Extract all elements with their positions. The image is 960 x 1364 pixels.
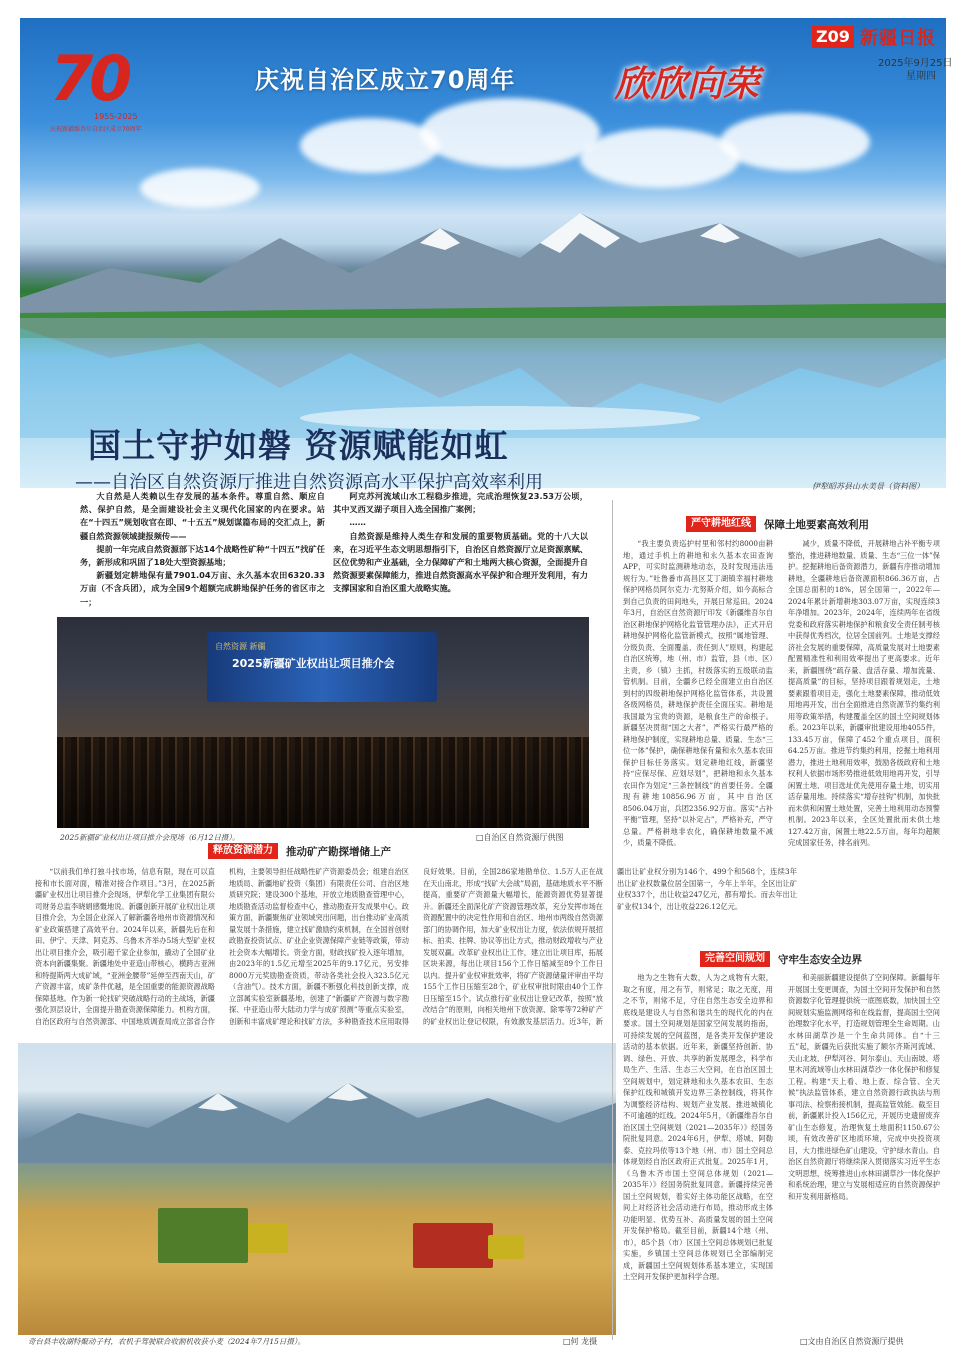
lead-column-1 [80, 490, 325, 607]
section-header-farmland [686, 516, 869, 532]
page-headline: 国土守护如磐 资源赋能如虹 [88, 426, 509, 465]
body-paragraph: 减少，质量不降低，开展耕地占补平衡专项整治，推进耕地数量、质量、生态“三位一体”保护。挖掘耕地后备资源潜力，新疆有序推动增加耕地，全疆耕地后备资源面积866.36万亩，占全国总面积的18%，居全国第一，2022年—2024年累计新增耕地303.07万亩，实现连续3年净增加。2023年，2024年，连续两年在省级党委和政府落实耕地保护和粮食安全责任制考核中获得优秀档次，位居全国前列。土地是支撑经济社会发展的重要保障，高质量发展对土地要素配置精准性和利用效率提出了更高要求。近年来，新疆围绕“疏存量、盘活存量、增加流量、提高质量”的目标，坚持项目跟着规划走，土地要素跟着项目走，强化土地要素保障，推动低效用地再开发，出台全面推进自然资源节约集约利用等政策举措，构建覆盖全区的国土空间规划体系。2023年以来，新疆审批建设用地4055件，133.45万亩，保障了452个重点项目，面积64.25万亩。推进节约集约利用，挖掘土地利用潜力，推进土地利用效率，鼓励各级政府和土地权利人依据市场形势推进低效用地再开发，引导闲置土地、项目选址优先使用存量土地，切实用活存量用地。持续落实“增存挂钩”机制，加快批而未供和闲置土地处置，完善土地利用动态预警机制。2023年以来，全区处置批而未供土地127.42万亩，闲置土地22.5万亩，每年均超额完成国家任务，排名前列。 [788, 539, 940, 847]
hero-banner-photo [20, 18, 946, 493]
combine-harvester [158, 1208, 248, 1263]
harvest-photo [18, 1043, 616, 1335]
lead-paragraph: …… [349, 517, 366, 528]
harvest-photo-caption: 奇台县丰收湖特聚动子村，农机手驾驶联合收割机收获小麦（2024年7月15日摄）。 [28, 1337, 306, 1346]
emblem-number: 70 [50, 42, 129, 115]
section-title: 推动矿产勘探增储上产 [286, 845, 391, 858]
page-number-badge: Z09 [812, 26, 854, 48]
conference-photo-credit: □自治区自然资源厅供图 [476, 833, 564, 842]
lead-paragraph: 阿克苏河流域山水工程稳步推进，完成治理恢复23.53万公顷，其中叉西叉湖子项目入选全国推广案例； [333, 491, 588, 515]
body-paragraph: “以前我们单打独斗找市场，信息有限，现在可以直接和市长面对面，精准对接合作项目。”3月，在2025新疆矿业权出让项目推介会现场，伊犁化学工业集团有限公司财务总监李晓娟感慨地说。新疆创新开展矿业权出让项目推介会，为全国企业深入了解新疆各地州市资源情况和矿业政策搭建了高效平台。2024年以来，新疆先后在和田、伊宁、天津、阿克苏、乌鲁木齐举办5场大型矿业权出让项目推介会，吸引超千家企业参加，撬动了全国矿业资本向新疆集聚。新疆地处中亚造山带核心，横跨古亚洲和特提斯两大成矿域，“亚洲金腰带”延伸至西南天山，矿产资源丰富，成矿条件优越，是全国重要的能源资源战略保障基地。作为新一轮找矿突破战略行动的主战场，新疆强化顶层设计，全面提升勘查资源保障能力。机构方面，自治区政府与自然资源部、中国地质调查局成立部省合作机构，主要领导担任战略性矿产资源委员会；组建自治区地质局、新疆地矿投资（集团）有限责任公司、自治区地质研究院；建设300个基地，开放立地质勘查管理中心，地质勘查活动监督检查中心，推动勘查开发成果中心。政策方面，新疆聚焦矿业领域突出问题，出台推动矿业高质量发展十条措施，建立找矿激励约束机制，在全国首创财政勘查投资试点、矿业企业资源保障产业链等政策，带动社会资本大幅增长。资金方面，财政找矿投入逐年增加，由2023年的1.5亿元增至2025年的9.17亿元，另安排8000万元奖励勘查资质，带动各类社会投入323.5亿元（含油气）。技术方面，新疆不断强化科技创新支撑，成立部属实验室新疆基地，创建了“新疆矿产资源与数字勘探、中亚造山带大陆动力学与成矿预测”等重点实验室，创新和丰富成矿理论和找矿方法，多种勘查技术应用取得良好效果。目前，全国286家地勘单位、1.5万人正在战在天山南北，形成“找矿大会战”局面，基础地质水平不断提高，重要矿产资源量大幅增长，能源资源优势显著提升。新疆还全面深化矿产资源管理改革，充分发挥市场在资源配置中的决定性作用和自治区、地州市两级自然资源部门的协调作用，加大矿业权出让力度，依法依规开展招标、拍卖、挂牌、协议等出让方式，推动财政增收与产业发展双赢。改革矿业权出让工作，建立出让项目库，拓展区块来源，每出让项目156个工作日缩减至89个工作日以内。提升矿业权审批效率，将矿产资源储量评审由平均155个工作日压缩至28个，矿业权审批时限由40个工作日压缩至15个。试点推行矿业权出让登记改革，按照“放改结合”的原则，向相关地州下放资源、除零等72种矿产的矿业权出让登记权限，有效激发基层活力。近3年，新疆出让矿业权分别为146个、499个和568个，连续3年出让矿业权数量位居全国第一，今年上半年，全区出让矿业权337个，出让收益247亿元，都有增长。而去年出让矿业权134个，出让收益226.12亿元。 [35, 867, 797, 1026]
body-paragraph: 地为之生物有大数，人为之成物有大限，取之有度，用之有节，则常足；取之无度，用之不节，则常不足，守住自然生态安全边界和底线是建设人与自然和谐共生的现代化的内在要求。国土空间规划是国家空间发展的指南，可持续发展的空间蓝图，是各类开发保护建设活动的基本依据。近年来，新疆坚持创新、协调、绿色、开放、共享的新发展理念，科学布局生产、生活、生态三大空间，在自治区国土空间规划中，划定耕地和永久基本农田、生态保护红线和城镇开发边界三条控制线，将其作为调整经济结构、规划产业发展、推进城镇化不可逾越的红线。2024年5月，《新疆维吾尔自治区国土空间规划（2021—2035年）》经国务院批复同意。2024年6月，伊犁、塔城、阿勒泰、克拉玛依等13个地（州、市）国土空间总体规划经自治区政府正式批复。2025年1月，《乌鲁木齐市国土空间总体规划（2021—2035年）》经国务院批复同意。新疆持续完善国土空间规划，着实好主体功能区战略，在空间上对经济社会活动进行布局，推动形成主体功能明显、优势互补、高质量发展的国土空间开发保护格局。截至目前，新疆14个地（州、市），85个县（市）区国土空间总体规划已批复实施，乡镇国土空间总体规划已全部编制完成，新疆国土空间规划体系基本建立，实现国土空间开发保护更加科学合理。 [623, 973, 773, 1281]
anniversary-emblem [50, 42, 160, 148]
mountain-range [20, 198, 946, 338]
harvester-header [248, 1223, 288, 1253]
harvest-mountains [18, 1073, 616, 1163]
stage-logo-text: 自然资源 新疆 [215, 642, 266, 651]
newspaper-name: 新疆日报 [860, 28, 936, 49]
section3-body-col2 [788, 972, 940, 1332]
column-divider [612, 500, 613, 1340]
section3-body-col1 [623, 972, 773, 1332]
article-credit: □文由自治区自然资源厅提供 [800, 1337, 904, 1346]
issue-date: 2025年9月25日 [878, 58, 953, 69]
banner-slogan: 欣欣向荣 [615, 63, 760, 105]
section-title: 守牢生态安全边界 [778, 953, 862, 966]
section2-body-col1 [623, 538, 773, 928]
lead-paragraph: 提前一年完成自然资源部下达14个战略性矿种“十四五”找矿任务，新形成和巩固了18处大型资源基地； [80, 543, 325, 568]
lead-column-2 [333, 490, 588, 602]
banner-title: 庆祝自治区成立70周年 [255, 66, 516, 94]
lead-paragraph: 自然资源是维持人类生存和发展的重要物质基础。党的十八大以来，在习近平生态文明思想指引下，自治区自然资源厅立足资源禀赋、区位优势和产业基础，全力保障矿产和土地两大核心资源，全面提升自然资源要素保障能力，推进自然资源高水平保护和合理开发利用，有力支撑国家和自治区重大战略实施。 [333, 530, 588, 594]
stage-title-text: 2025新疆矿业权出让项目推介会 [232, 657, 395, 670]
lead-paragraph: 新疆划定耕地保有量7901.04万亩、永久基本农田6320.33万亩（不含兵团），成为全国9个超额完成耕地保护任务的省区市之一； [80, 570, 325, 607]
harvester-header [488, 1235, 524, 1259]
section-header-resources [208, 843, 391, 859]
emblem-caption: 庆祝新疆维吾尔自治区成立70周年 [50, 126, 142, 133]
conference-photo [57, 617, 589, 828]
section-tag: 完善空间规划 [700, 951, 770, 967]
hero-photo-caption: 伊犁昭苏县山水美景（资料图） [812, 482, 924, 491]
section-tag: 严守耕地红线 [686, 516, 756, 532]
conference-photo-caption: 2025新疆矿业权出让项目推介会现场（6月12日摄）。 [60, 833, 240, 842]
section-title: 保障土地要素高效利用 [764, 518, 869, 531]
harvest-photo-credit: □何 龙摄 [563, 1337, 598, 1346]
issue-weekday: 星期四 [906, 71, 936, 82]
page-subheadline: ——自治区自然资源厅推进自然资源高水平保护高效率利用 [75, 472, 543, 493]
body-paragraph: “我主要负责巡护村里和邻村约8000亩耕地，通过手机上的耕地和永久基本农田查询APP，可实时监测耕地动态，及时发现违法违规行为。”吐鲁番市高昌区艾丁湖镇幸福村耕地保护网格员阿尔克力·尤努斯介绍，如今高标合到自己负责的田间地头，开展日常巡田。2024年3月，自治区自然资源厅印发《新疆维吾尔自治区耕地保护网格化监管管理办法》，正式开启耕地保护网格化监管新模式，按照“属地管理、分级负责、全面覆盖、责任到人”原则，构建起自治区统筹，地（州、市）监管，县（市、区）主责，乡（镇）主抓，村级落实的五级联动监管机制。目前，全疆乡已经全面建立由自治区到村的四级耕地保护网格化监管体系，共设置各级网格员，耕地保护责任全面压实。耕地是我国最为宝贵的资源，是粮食生产的命根子。新疆坚决贯彻“国之大者”，严格实行最严格的耕地保护制度，实现耕地总量、质量、生态“三位一体”保护，确保耕地保有量和永久基本农田保护目标任务落实。划定耕地红线，新疆坚持“应保尽保、应划尽划”，把耕地和永久基本农田作为划定“三条控制线”的首要任务。全疆现有耕地10856.96万亩，其中自治区8506.04万亩，兵团2356.92万亩。落实“占补平衡”管理，坚持“以补定占”，严格补充，严守总量。严格耕地非农化，确保耕地数量不减少，质量不降低。 [623, 539, 773, 847]
body-paragraph: 和美丽新疆建设提供了空间保障。新疆每年开展国土变更调查，为国土空间开发保护和自然资源数字化管理提供统一底图底数，加快国土空间规划实施监测网络和在线监督，提高国土空间治理数字化水平，打造规划管理全生命周期。山水林田湖草沙是一个生命共同体。自“十三五”起，新疆先后获批实施了额尔齐斯河流域、天山北坡、伊犁河谷、阿尔泰山、天山南坡、塔里木河流域等山水林田湖草沙一体化保护和修复工程。构建“天上看、地上查、综合管、全天候”执法监管体系，建立自然资源行政执法与刑事司法、检察衔接机制，提高监管效能。截至目前，新疆累计投入156亿元，开展历史遗留废弃矿山生态修复，治理恢复土地面积1150.67公顷，有效改善矿区地质环境，完成中央投资项目，大力推进绿色矿山建设，守护绿水青山。自治区自然资源厅将继续深入贯彻落实习近平生态文明思想，统筹推进山水林田湖草沙一体化保护和系统治理，建立与发展相适应的自然资源保护和开发利用新格局。 [788, 973, 940, 1201]
section-tag: 释放资源潜力 [208, 843, 278, 859]
section-header-spatial [700, 951, 862, 967]
conference-audience [57, 737, 589, 828]
combine-harvester [413, 1223, 493, 1268]
section2-body-col2 [788, 538, 940, 928]
lead-paragraph: 大自然是人类赖以生存发展的基本条件。尊重自然、顺应自然、保护自然，是全面建设社会主义现代化国家的内在要求。站在“十四五”规划收官在即、“十五五”规划谋篇布局的交汇点上，新疆自然资源领域捷报频传—— [80, 491, 325, 541]
emblem-years: 1955-2025 [94, 112, 138, 121]
